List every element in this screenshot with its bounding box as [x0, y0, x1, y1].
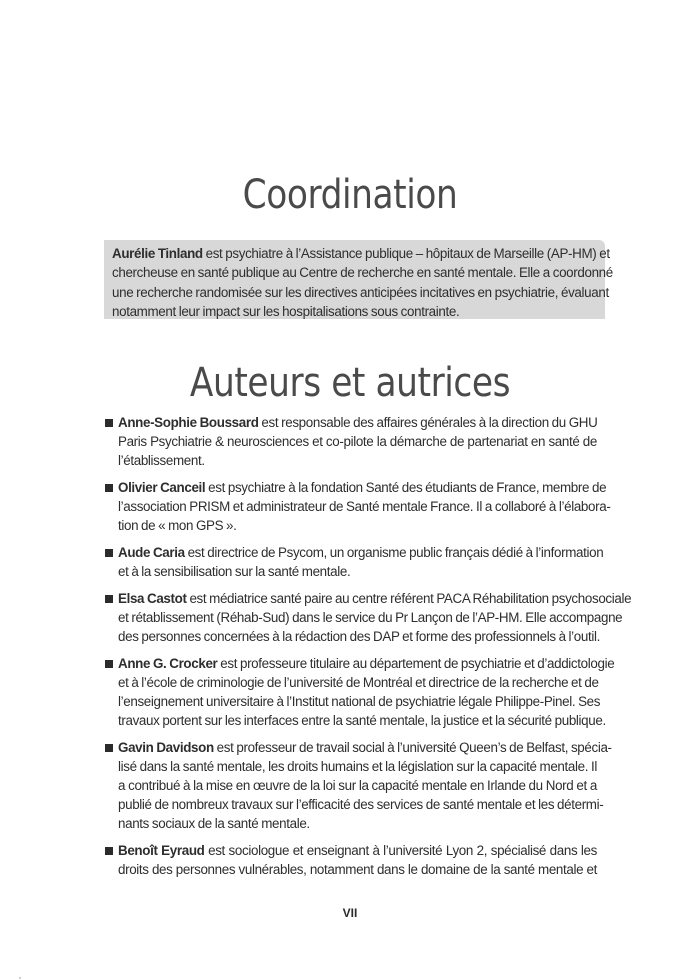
author-entry: Anne G. Crocker est professeure titulaire au département de psychiatrie et d’addictologie et à l’école de criminologie de l’université de Montréal et directrice de la recherche et de l’enseignement universitaire à l’Institut national de psychiatrie légale Philippe-Pinel. Ses travaux portent sur les interfaces entre la santé mentale, la justice et la sécurité publique. — [105, 654, 597, 730]
square-bullet-icon — [105, 595, 113, 603]
coordination-line: notamment leur impact sur les hospitalisations sous contrainte. — [112, 303, 460, 319]
square-bullet-icon — [105, 484, 113, 492]
square-bullet-icon — [105, 847, 113, 855]
author-name: Olivier Canceil — [118, 480, 206, 495]
coordination-bio-box — [104, 240, 613, 319]
author-entry: Benoît Eyraud est sociologue et enseignant à l’université Lyon 2, spécialisé dans les droits des personnes vulnérables, notamment dans le domaine de la santé mentale et — [105, 841, 597, 879]
author-name: Elsa Castot — [118, 591, 187, 606]
author-entry: Olivier Canceil est psychiatre à la fondation Santé des étudiants de France, membre de l’association PRISM et administrateur de Santé mentale France. Il a collaboré à l’élabora- tion de « mon GPS ». — [105, 478, 597, 535]
coordinator-name: Aurélie Tinland — [112, 246, 203, 261]
square-bullet-icon — [105, 744, 113, 752]
author-entry: Elsa Castot est médiatrice santé paire au centre référent PACA Réhabilitation psychosociale et rétablissement (Réhab-Sud) dans le service du Pr Lançon de l’AP-HM. Elle accompagne des personnes concernées à la rédaction des DAP et forme des professionnels à l’outil. — [105, 589, 597, 646]
page-number: VII — [342, 906, 358, 920]
authors-list — [105, 413, 632, 887]
author-entry: Anne-Sophie Boussard est responsable des affaires générales à la direction du GHU Paris Psychiatrie & neurosciences et co-pilote la démarche de partenariat en santé de l’établissement. — [105, 413, 597, 470]
author-name: Gavin Davidson — [118, 740, 214, 755]
author-name: Anne G. Crocker — [118, 656, 218, 671]
coordination-line: une recherche randomisée sur les directives anticipées incitatives en psychiatrie, évaluant — [112, 284, 609, 300]
author-name: Benoît Eyraud — [118, 843, 205, 858]
square-bullet-icon — [105, 419, 113, 427]
square-bullet-icon — [105, 660, 113, 668]
author-name: Anne-Sophie Boussard — [118, 415, 259, 430]
coordination-line: chercheuse en santé publique au Centre de recherche en santé mentale. Elle a coordonné — [112, 265, 613, 281]
coordination-heading: Coordination — [242, 172, 458, 218]
authors-heading: Auteurs et autrices — [189, 360, 511, 406]
square-bullet-icon — [105, 549, 113, 557]
author-entry: Aude Caria est directrice de Psycom, un organisme public français dédié à l’information et à la sensibilisation sur la santé mentale. — [105, 543, 597, 581]
author-name: Aude Caria — [118, 545, 185, 560]
coordination-line: Aurélie Tinland est psychiatre à l’Assistance publique – hôpitaux de Marseille (AP-HM) et — [112, 246, 610, 261]
author-entry: Gavin Davidson est professeur de travail social à l’université Queen’s de Belfast, spécia- lisé dans la santé mentale, les droits humains et la législation sur la capacité mentale. Il a contribué à la mise en œuvre de la loi sur la capacité mentale en Irlande du Nord et a publié de nombreux travaux sur l’efficacité des services de santé mentale et les détermi- nants sociaux de la santé mentale. — [105, 738, 597, 833]
